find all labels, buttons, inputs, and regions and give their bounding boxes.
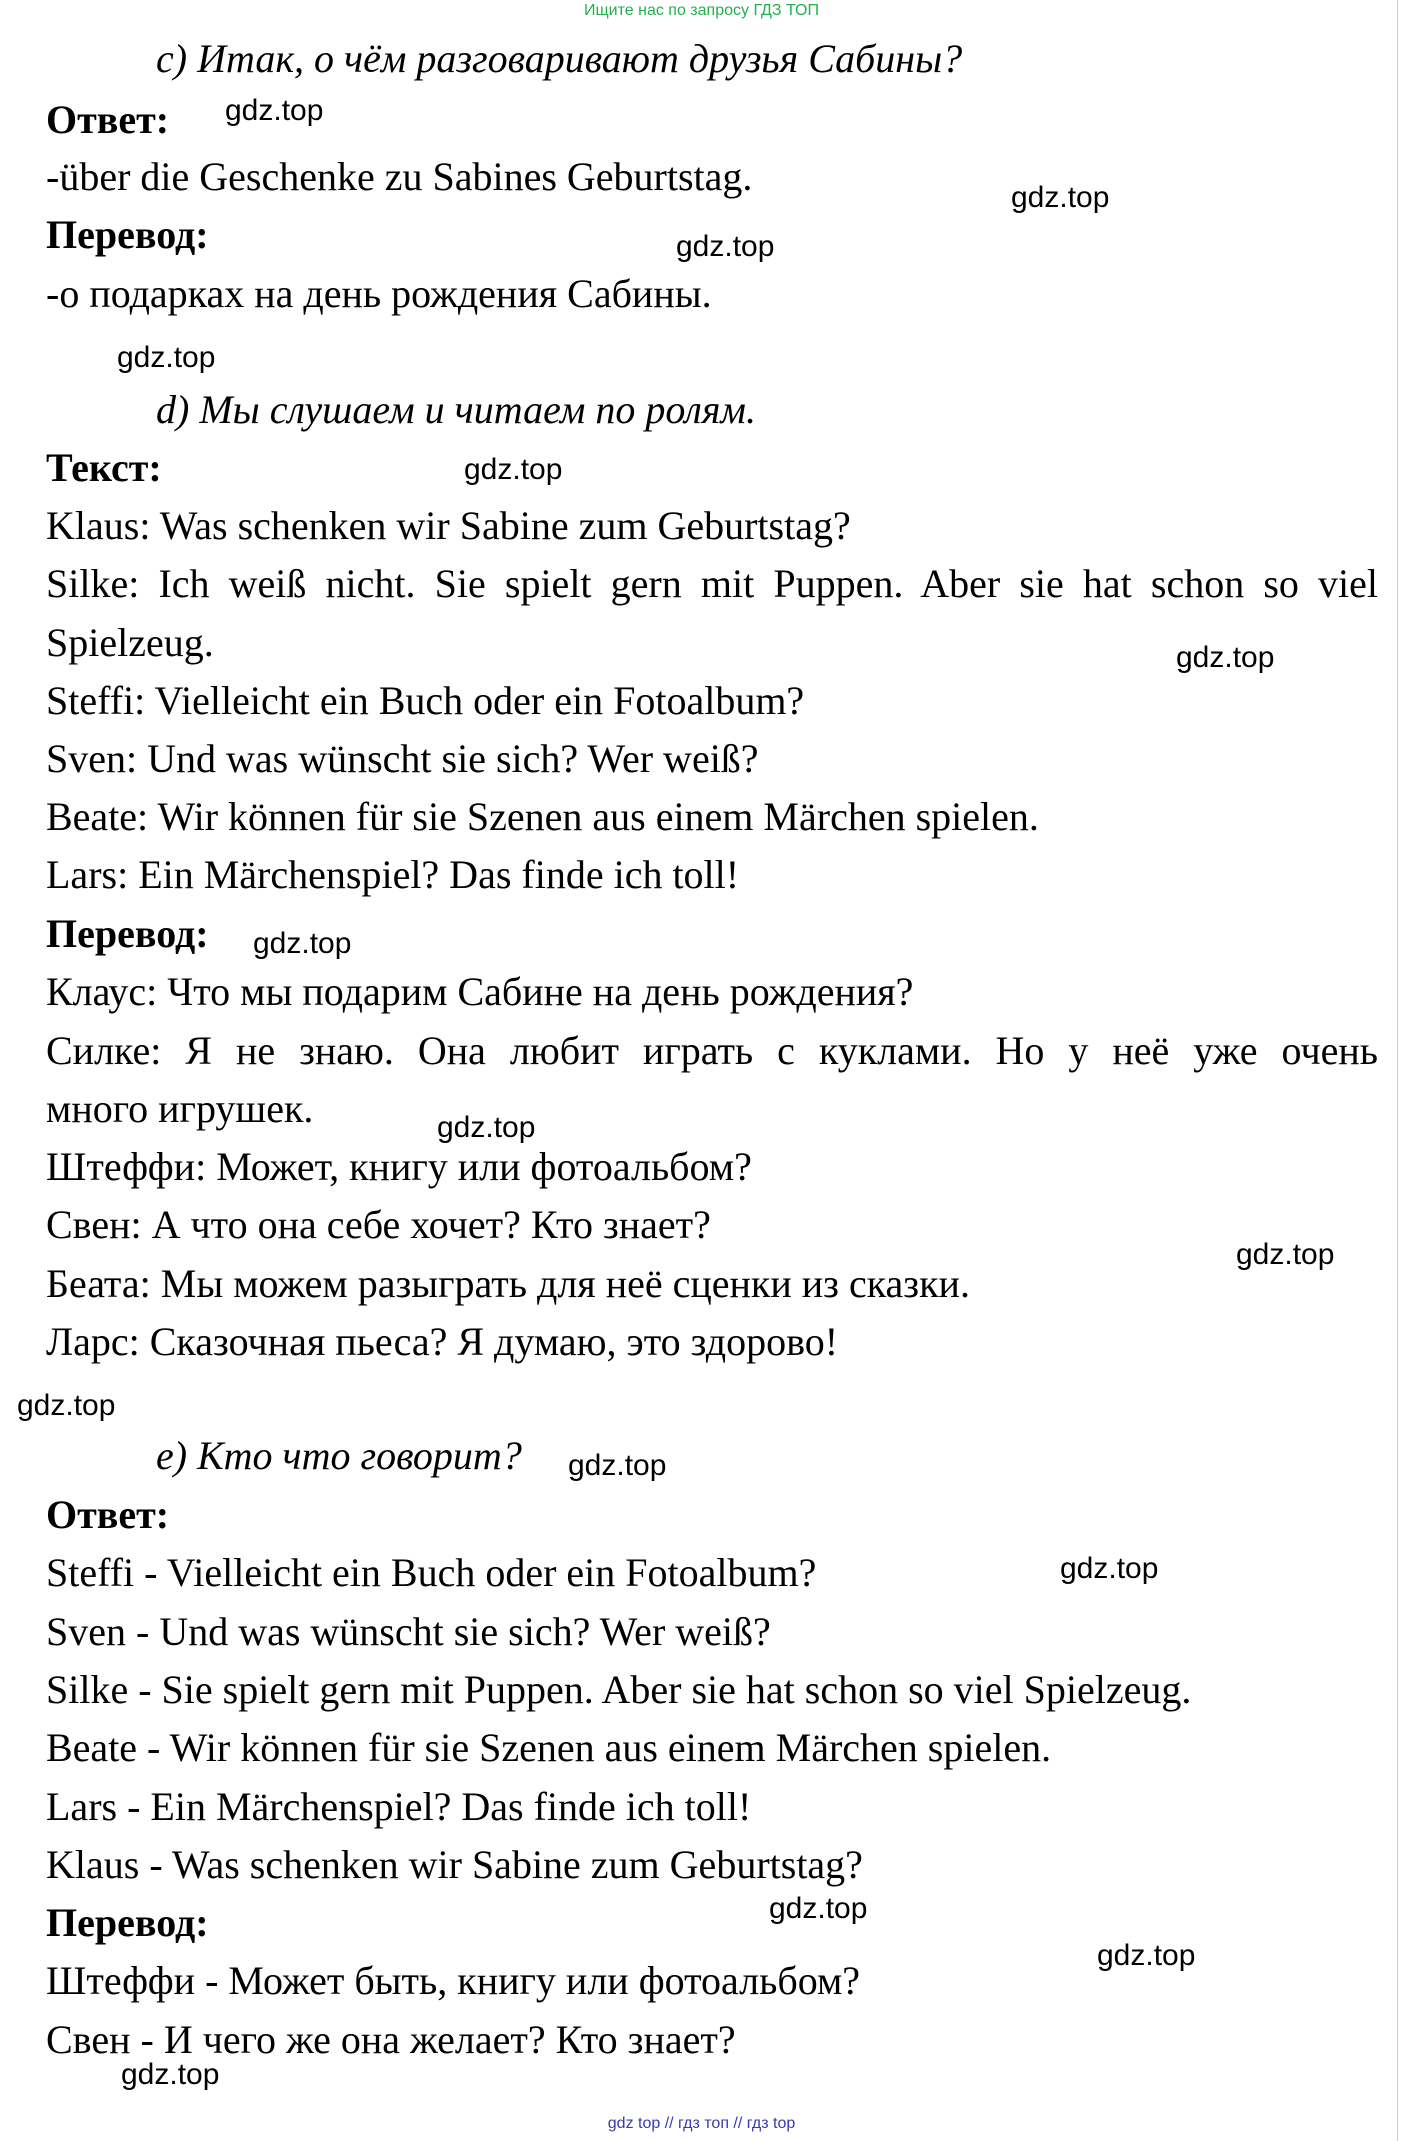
watermark: gdz.top xyxy=(1060,1552,1159,1585)
translation-dialogue-line: Клаус: Что мы подарим Сабине на день рождения? xyxy=(46,969,914,1014)
translation-heading: Перевод: xyxy=(46,1900,209,1945)
answer-line: -über die Geschenke zu Sabines Geburtstag. xyxy=(46,154,753,199)
answer-line: Lars - Ein Märchenspiel? Das finde ich toll! xyxy=(46,1784,752,1829)
right-edge-rule xyxy=(1397,0,1398,2141)
top-banner: Ищите нас по запросу ГДЗ ТОП xyxy=(584,2,819,19)
answer-line: Steffi - Vielleicht ein Buch oder ein Fotoalbum? xyxy=(46,1550,817,1595)
answer-heading: Ответ: xyxy=(46,97,170,142)
watermark: gdz.top xyxy=(17,1389,116,1422)
translation-dialogue-line: Силке: Я не знаю. Она любит играть с куклами. Но у неё уже очень xyxy=(46,1028,1378,1073)
answer-line: Sven - Und was wünscht sie sich? Wer weiß? xyxy=(46,1609,771,1654)
task-d-heading: d) Мы слушаем и читаем по ролям. xyxy=(156,387,756,432)
dialogue-line: Beate: Wir können für sie Szenen aus einem Märchen spielen. xyxy=(46,794,1039,839)
text-heading: Текст: xyxy=(46,445,162,490)
translation-answer-line: Свен - И чего же она желает? Кто знает? xyxy=(46,2017,736,2062)
dialogue-line: Silke: Ich weiß nicht. Sie spielt gern mit Puppen. Aber sie hat schon so viel xyxy=(46,561,1378,606)
watermark: gdz.top xyxy=(121,2058,220,2091)
task-c-heading: c) Итак, о чём разговаривают друзья Сабины? xyxy=(156,36,963,81)
translation-dialogue-line: Беата: Мы можем разыграть для неё сценки из сказки. xyxy=(46,1261,970,1306)
watermark: gdz.top xyxy=(117,341,216,374)
translation-dialogue-line: Ларс: Сказочная пьеса? Я думаю, это здорово! xyxy=(46,1319,839,1364)
watermark: gdz.top xyxy=(769,1892,868,1925)
watermark: gdz.top xyxy=(225,94,324,127)
answer-heading: Ответ: xyxy=(46,1492,170,1537)
translation-line: -о подарках на день рождения Сабины. xyxy=(46,271,712,316)
watermark: gdz.top xyxy=(1097,1939,1196,1972)
watermark: gdz.top xyxy=(568,1449,667,1482)
translation-dialogue-line: много игрушек. xyxy=(46,1086,314,1131)
dialogue-line: Klaus: Was schenken wir Sabine zum Geburtstag? xyxy=(46,503,851,548)
task-e-heading: e) Кто что говорит? xyxy=(156,1433,522,1478)
translation-dialogue-line: Свен: А что она себе хочет? Кто знает? xyxy=(46,1202,711,1247)
answer-line: Klaus - Was schenken wir Sabine zum Geburtstag? xyxy=(46,1842,863,1887)
dialogue-line: Spielzeug. xyxy=(46,620,214,665)
dialogue-line: Lars: Ein Märchenspiel? Das finde ich toll! xyxy=(46,852,740,897)
dialogue-line: Sven: Und was wünscht sie sich? Wer weiß? xyxy=(46,736,759,781)
watermark: gdz.top xyxy=(437,1111,536,1144)
translation-heading: Перевод: xyxy=(46,212,209,257)
dialogue-line: Steffi: Vielleicht ein Buch oder ein Fotoalbum? xyxy=(46,678,805,723)
translation-dialogue-line: Штеффи: Может, книгу или фотоальбом? xyxy=(46,1144,752,1189)
watermark: gdz.top xyxy=(676,230,775,263)
answer-line: Beate - Wir können für sie Szenen aus einem Märchen spielen. xyxy=(46,1725,1052,1770)
translation-heading: Перевод: xyxy=(46,911,209,956)
answer-line: Silke - Sie spielt gern mit Puppen. Aber sie hat schon so viel Spielzeug. xyxy=(46,1667,1192,1712)
watermark: gdz.top xyxy=(1236,1238,1335,1271)
watermark: gdz.top xyxy=(253,927,352,960)
watermark: gdz.top xyxy=(464,453,563,486)
watermark: gdz.top xyxy=(1011,181,1110,214)
translation-answer-line: Штеффи - Может быть, книгу или фотоальбом? xyxy=(46,1958,861,2003)
watermark: gdz.top xyxy=(1176,641,1275,674)
footer-links: gdz top // гдз топ // гдз top xyxy=(607,2115,796,2132)
